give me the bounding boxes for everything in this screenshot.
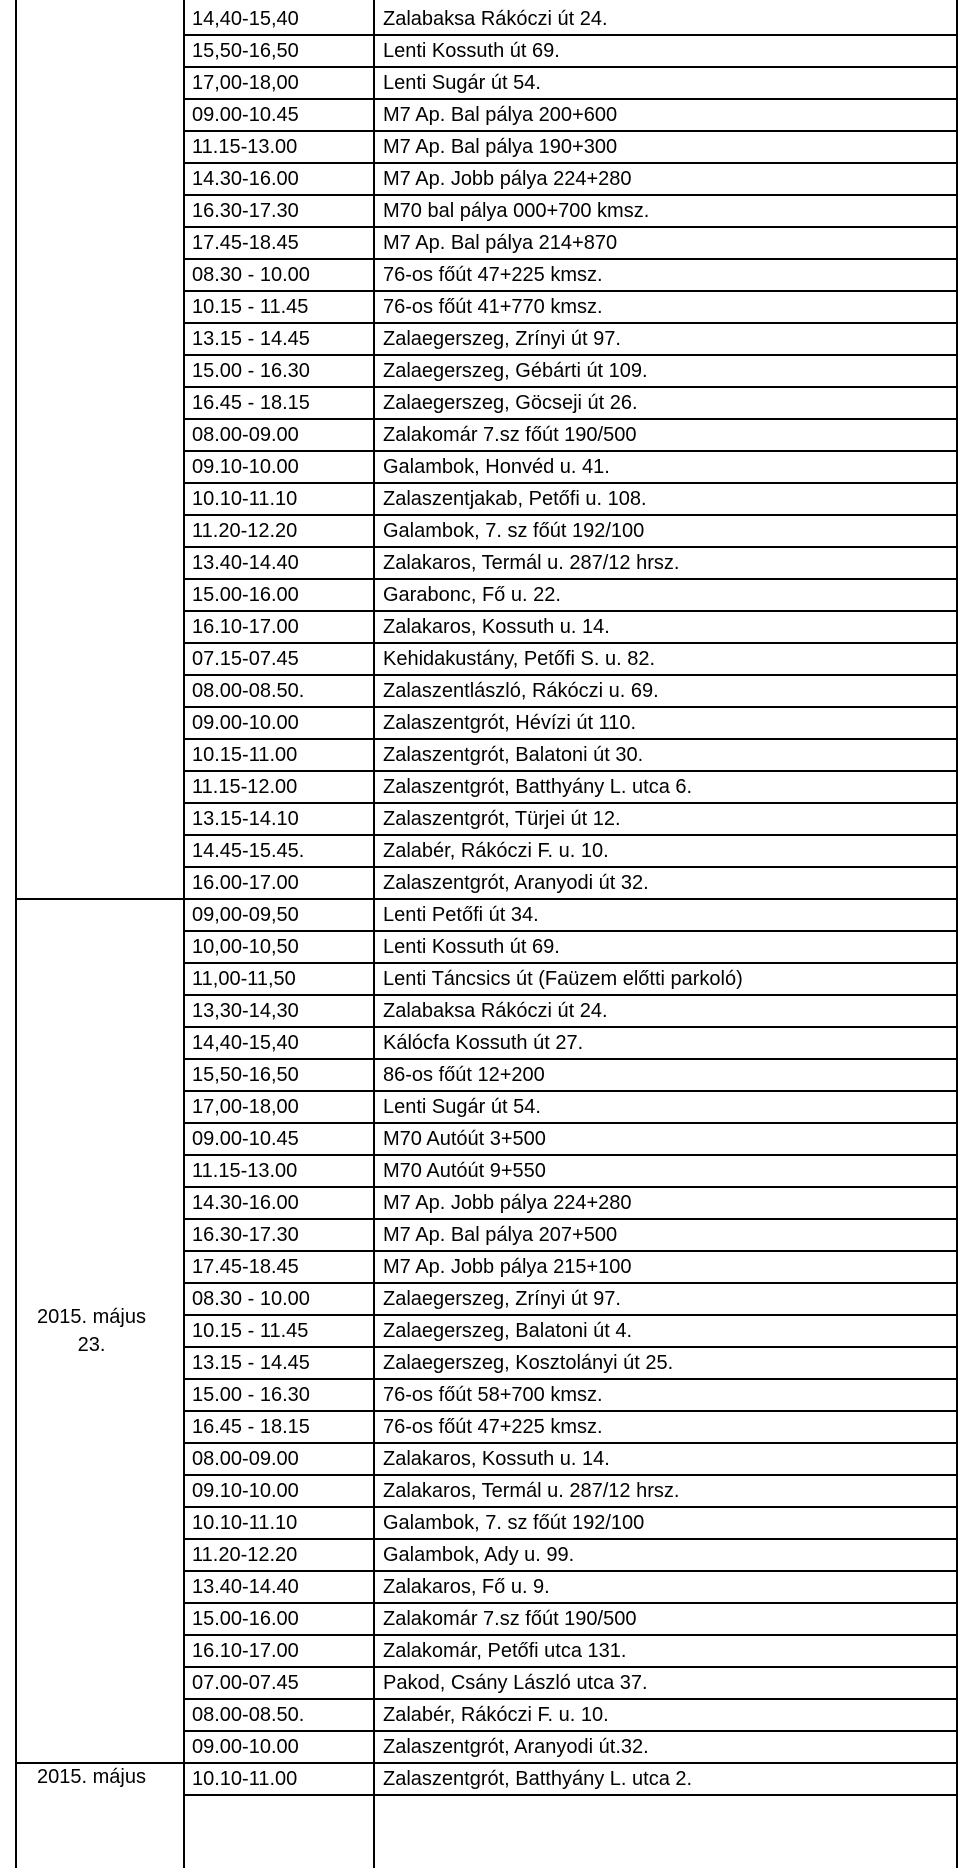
time-cell: 07.00-07.45 [192, 1672, 299, 1694]
location-cell: Lenti Petőfi út 34. [383, 904, 539, 926]
location-cell: Zalaegerszeg, Kosztolányi út 25. [383, 1352, 674, 1374]
location-cell: Kehidakustány, Petőfi S. u. 82. [383, 648, 656, 670]
table-row [183, 3, 960, 35]
table-row [183, 1699, 960, 1731]
table-row [183, 995, 960, 1027]
time-cell: 09.00-10.00 [192, 1736, 299, 1758]
time-cell: 10.10-11.10 [192, 1512, 298, 1534]
time-cell: 13,30-14,30 [192, 1000, 299, 1022]
table-row [183, 1411, 960, 1443]
table-row [183, 675, 960, 707]
time-cell: 09.10-10.00 [192, 456, 299, 478]
time-cell: 16.00-17.00 [192, 872, 299, 894]
table-row [183, 163, 960, 195]
time-cell: 13.15 - 14.45 [192, 1352, 310, 1374]
time-cell: 13.15 - 14.45 [192, 328, 310, 350]
time-cell: 11.15-12.00 [192, 776, 298, 798]
location-cell: Lenti Táncsics út (Faüzem előtti parkoló) [383, 968, 743, 990]
table-row [183, 1443, 960, 1475]
date-cell [0, 1303, 183, 1359]
time-cell: 09.00-10.45 [192, 104, 299, 126]
time-cell: 13.40-14.40 [192, 1576, 299, 1598]
location-cell: Zalaegerszeg, Gébárti út 109. [383, 360, 648, 382]
location-cell: Zalakaros, Termál u. 287/12 hrsz. [383, 552, 680, 574]
time-cell: 08.00-09.00 [192, 424, 299, 446]
table-row [183, 867, 960, 899]
time-cell: 10.15 - 11.45 [192, 1320, 309, 1342]
location-cell: Garabonc, Fő u. 22. [383, 584, 561, 606]
location-cell: M70 bal pálya 000+700 kmsz. [383, 200, 650, 222]
location-cell: Zalaegerszeg, Göcseji út 26. [383, 392, 638, 414]
time-cell: 15,50-16,50 [192, 1064, 299, 1086]
location-cell: M7 Ap. Bal pálya 214+870 [383, 232, 618, 254]
time-cell: 14.30-16.00 [192, 1192, 299, 1214]
group-border [15, 898, 183, 900]
location-cell: 86-os főút 12+200 [383, 1064, 545, 1086]
table-row [183, 803, 960, 835]
location-cell: M7 Ap. Bal pálya 190+300 [383, 136, 618, 158]
location-cell: Zalaegerszeg, Balatoni út 4. [383, 1320, 633, 1342]
time-cell: 11,00-11,50 [192, 968, 296, 990]
table-row [183, 1475, 960, 1507]
location-cell: Kálócfa Kossuth út 27. [383, 1032, 584, 1054]
table-row [183, 1539, 960, 1571]
location-cell: M7 Ap. Bal pálya 200+600 [383, 104, 618, 126]
location-cell: M7 Ap. Jobb pálya 224+280 [383, 1192, 632, 1214]
location-cell: Zalaszentgrót, Türjei út 12. [383, 808, 621, 830]
time-cell: 16.30-17.30 [192, 200, 299, 222]
time-cell: 10,00-10,50 [192, 936, 299, 958]
table-row [183, 35, 960, 67]
time-cell: 17,00-18,00 [192, 72, 299, 94]
location-cell: Zalaszentgrót, Batthyány L. utca 2. [383, 1768, 693, 1790]
location-cell: Zalabér, Rákóczi F. u. 10. [383, 1704, 609, 1726]
table-row [183, 387, 960, 419]
time-cell: 16.10-17.00 [192, 616, 299, 638]
time-cell: 15.00-16.00 [192, 584, 299, 606]
table-row [183, 323, 960, 355]
table-row [183, 451, 960, 483]
time-cell: 17.45-18.45 [192, 232, 299, 254]
time-cell: 10.10-11.00 [192, 1768, 298, 1790]
time-cell: 14,40-15,40 [192, 8, 299, 30]
location-cell: 76-os főút 47+225 kmsz. [383, 1416, 603, 1438]
date-line: 2015. május [37, 1766, 146, 1788]
location-cell: Zalabér, Rákóczi F. u. 10. [383, 840, 609, 862]
table-row [183, 1251, 960, 1283]
location-cell: Zalaszentlászló, Rákóczi u. 69. [383, 680, 659, 702]
location-cell: Galambok, 7. sz főút 192/100 [383, 520, 645, 542]
table-row [183, 1027, 960, 1059]
time-cell: 09.00-10.45 [192, 1128, 299, 1150]
time-cell: 15.00 - 16.30 [192, 360, 310, 382]
table-row [183, 67, 960, 99]
date-line: 23. [77, 1334, 106, 1356]
column-border [15, 0, 17, 1868]
time-cell: 08.00-08.50. [192, 1704, 305, 1726]
table-row [183, 419, 960, 451]
time-cell: 17.45-18.45 [192, 1256, 299, 1278]
table-row [183, 707, 960, 739]
location-cell: Lenti Sugár út 54. [383, 72, 541, 94]
table-row [183, 643, 960, 675]
table-row [183, 259, 960, 291]
time-cell: 10.10-11.10 [192, 488, 298, 510]
table-row [183, 483, 960, 515]
location-cell: Zalakaros, Termál u. 287/12 hrsz. [383, 1480, 680, 1502]
table-row [183, 611, 960, 643]
time-cell: 07.15-07.45 [192, 648, 299, 670]
time-cell: 16.45 - 18.15 [192, 1416, 310, 1438]
location-cell: Zalaszentgrót, Aranyodi út 32. [383, 872, 649, 894]
table-row [183, 771, 960, 803]
table-row [183, 1091, 960, 1123]
table-row [183, 1187, 960, 1219]
location-cell: Zalakomár 7.sz főút 190/500 [383, 424, 637, 446]
time-cell: 09.00-10.00 [192, 712, 299, 734]
location-cell: Lenti Kossuth út 69. [383, 936, 560, 958]
table-row [183, 1315, 960, 1347]
location-cell: Galambok, Ady u. 99. [383, 1544, 575, 1566]
table-row [183, 1283, 960, 1315]
table-row [183, 291, 960, 323]
location-cell: Zalaegerszeg, Zrínyi út 97. [383, 328, 621, 350]
location-cell: Zalakomár 7.sz főút 190/500 [383, 1608, 637, 1630]
table-row [183, 739, 960, 771]
time-cell: 11.15-13.00 [192, 136, 298, 158]
location-cell: Zalaszentjakab, Petőfi u. 108. [383, 488, 647, 510]
time-cell: 08.00-09.00 [192, 1448, 299, 1470]
table-row [183, 1379, 960, 1411]
time-cell: 11.20-12.20 [192, 1544, 298, 1566]
table-row [183, 835, 960, 867]
time-cell: 09,00-09,50 [192, 904, 299, 926]
location-cell: Zalakaros, Kossuth u. 14. [383, 616, 610, 638]
table-row [183, 355, 960, 387]
table-row [183, 547, 960, 579]
table-row [183, 1155, 960, 1187]
location-cell: 76-os főút 41+770 kmsz. [383, 296, 603, 318]
time-cell: 15.00-16.00 [192, 1608, 299, 1630]
time-cell: 14.30-16.00 [192, 168, 299, 190]
time-cell: 09.10-10.00 [192, 1480, 299, 1502]
date-line: 2015. május [37, 1306, 146, 1328]
time-cell: 13.40-14.40 [192, 552, 299, 574]
row-border [183, 1794, 956, 1796]
location-cell: Galambok, Honvéd u. 41. [383, 456, 610, 478]
location-cell: Zalaszentgrót, Aranyodi út.32. [383, 1736, 649, 1758]
time-cell: 13.15-14.10 [192, 808, 299, 830]
location-cell: Zalakaros, Kossuth u. 14. [383, 1448, 610, 1470]
time-cell: 16.10-17.00 [192, 1640, 299, 1662]
table-row [183, 579, 960, 611]
location-cell: Pakod, Csány László utca 37. [383, 1672, 648, 1694]
time-cell: 08.30 - 10.00 [192, 1288, 310, 1310]
time-cell: 10.15 - 11.45 [192, 296, 309, 318]
table-row [183, 899, 960, 931]
table-row [183, 99, 960, 131]
time-cell: 15,50-16,50 [192, 40, 299, 62]
table-row [183, 1731, 960, 1763]
location-cell: M70 Autóút 3+500 [383, 1128, 546, 1150]
time-cell: 11.15-13.00 [192, 1160, 298, 1182]
location-cell: 76-os főút 58+700 kmsz. [383, 1384, 603, 1406]
table-row [183, 1219, 960, 1251]
location-cell: Zalaszentgrót, Balatoni út 30. [383, 744, 644, 766]
date-cell [0, 1763, 183, 1791]
location-cell: Zalaegerszeg, Zrínyi út 97. [383, 1288, 621, 1310]
location-cell: Zalaszentgrót, Batthyány L. utca 6. [383, 776, 693, 798]
table-row [183, 1603, 960, 1635]
location-cell: Zalabaksa Rákóczi út 24. [383, 1000, 608, 1022]
location-cell: Galambok, 7. sz főút 192/100 [383, 1512, 645, 1534]
table-row [183, 1635, 960, 1667]
location-cell: M7 Ap. Bal pálya 207+500 [383, 1224, 618, 1246]
time-cell: 14.45-15.45. [192, 840, 305, 862]
table-row [183, 1667, 960, 1699]
table-row [183, 931, 960, 963]
location-cell: M70 Autóút 9+550 [383, 1160, 546, 1182]
table-row [183, 1571, 960, 1603]
time-cell: 15.00 - 16.30 [192, 1384, 310, 1406]
location-cell: Zalakaros, Fő u. 9. [383, 1576, 550, 1598]
table-row [183, 1123, 960, 1155]
time-cell: 10.15-11.00 [192, 744, 298, 766]
table-row [183, 1347, 960, 1379]
location-cell: M7 Ap. Jobb pálya 215+100 [383, 1256, 632, 1278]
location-cell: Lenti Kossuth út 69. [383, 40, 560, 62]
table-row [183, 195, 960, 227]
time-cell: 16.45 - 18.15 [192, 392, 310, 414]
table-row [183, 131, 960, 163]
table-row [183, 515, 960, 547]
time-cell: 14,40-15,40 [192, 1032, 299, 1054]
location-cell: Zalabaksa Rákóczi út 24. [383, 8, 608, 30]
table-row [183, 227, 960, 259]
location-cell: M7 Ap. Jobb pálya 224+280 [383, 168, 632, 190]
location-cell: 76-os főút 47+225 kmsz. [383, 264, 603, 286]
time-cell: 17,00-18,00 [192, 1096, 299, 1118]
table-row [183, 1059, 960, 1091]
time-cell: 08.30 - 10.00 [192, 264, 310, 286]
time-cell: 16.30-17.30 [192, 1224, 299, 1246]
location-cell: Zalaszentgrót, Hévízi út 110. [383, 712, 637, 734]
time-cell: 11.20-12.20 [192, 520, 298, 542]
table-row [183, 963, 960, 995]
time-cell: 08.00-08.50. [192, 680, 305, 702]
table-row [183, 1763, 960, 1795]
location-cell: Lenti Sugár út 54. [383, 1096, 541, 1118]
location-cell: Zalakomár, Petőfi utca 131. [383, 1640, 627, 1662]
table-row [183, 1507, 960, 1539]
